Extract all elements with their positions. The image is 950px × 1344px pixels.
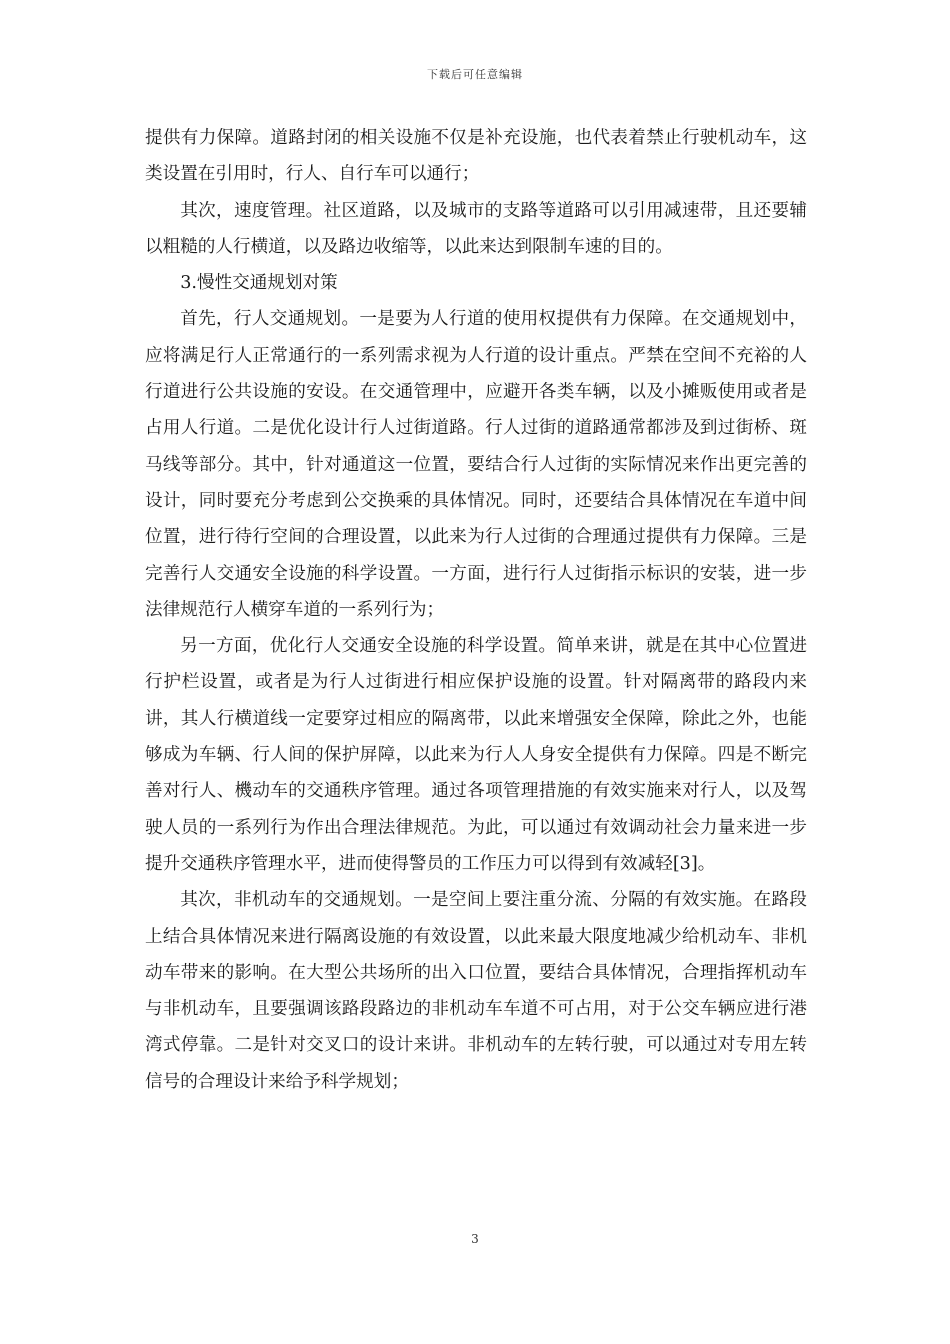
page-number: 3 [471,1232,479,1246]
paragraph-pedestrian-planning: 首先，行人交通规划。一是要为人行道的使用权提供有力保障。在交通规划中，应将满足行人正常通行的一系列需求视为人行道的设计重点。严禁在空间不充裕的人行道进行公共设施的安设。在交通管理中，应避开各类车辆，以及小摊贩使用或者是占用人行道。二是优化设计行人过街道路。行人过街的道路通常都涉及到过街桥、斑马线等部分。其中，针对通道这一位置，要结合行人过街的实际情况来作出更完善的设计，同时要充分考虑到公交换乘的具体情况。同时，还要结合具体情况在车道中间位置，进行待行空间的合理设置，以此来为行人过街的合理通过提供有力保障。三是完善行人交通安全设施的科学设置。一方面，进行行人过街指示标识的安装，进一步法律规范行人横穿车道的一系列行为； [145,309,807,620]
body-text [145,120,807,1100]
paragraph-non-motor-planning: 其次，非机动车的交通规划。一是空间上要注重分流、分隔的有效实施。在路段上结合具体情况来进行隔离设施的有效设置，以此来最大限度地减少给机动车、非机动车带来的影响。在大型公共场所的出入口位置，要结合具体情况，合理指挥机动车与非机动车，且要强调该路段路边的非机动车车道不可占用，对于公交车辆应进行港湾式停靠。二是针对交叉口的设计来讲。非机动车的左转行驶，可以通过对专用左转信号的合理设计来给予科学规划； [145,890,807,1092]
section-heading: 3.慢性交通规划对策 [180,273,338,294]
paragraph-continuation: 提供有力保障。道路封闭的相关设施不仅是补充设施，也代表着禁止行驶机动车，这类设置在引用时，行人、自行车可以通行； [145,128,807,185]
paragraph-speed-management: 其次，速度管理。社区道路，以及城市的支路等道路可以引用减速带，且还要辅以粗糙的人行横道，以及路边收缩等，以此来达到限制车速的目的。 [145,200,807,257]
page-header: 下载后可任意编辑 [427,68,523,81]
paragraph-safety-facilities: 另一方面，优化行人交通安全设施的科学设置。简单来讲，就是在其中心位置进行护栏设置，或者是为行人过街进行相应保护设施的设置。针对隔离带的路段内来讲，其人行横道线一定要穿过相应的隔离带，以此来增强安全保障，除此之外，也能够成为车辆、行人间的保护屏障，以此来为行人人身安全提供有力保障。四是不断完善对行人、機动车的交通秩序管理。通过各项管理措施的有效实施来对行人，以及驾驶人员的一系列行为作出合理法律规范。为此，可以通过有效调动社会力量来进一步提升交通秩序管理水平，进而使得警员的工作压力可以得到有效减轻[3]。 [145,636,807,874]
